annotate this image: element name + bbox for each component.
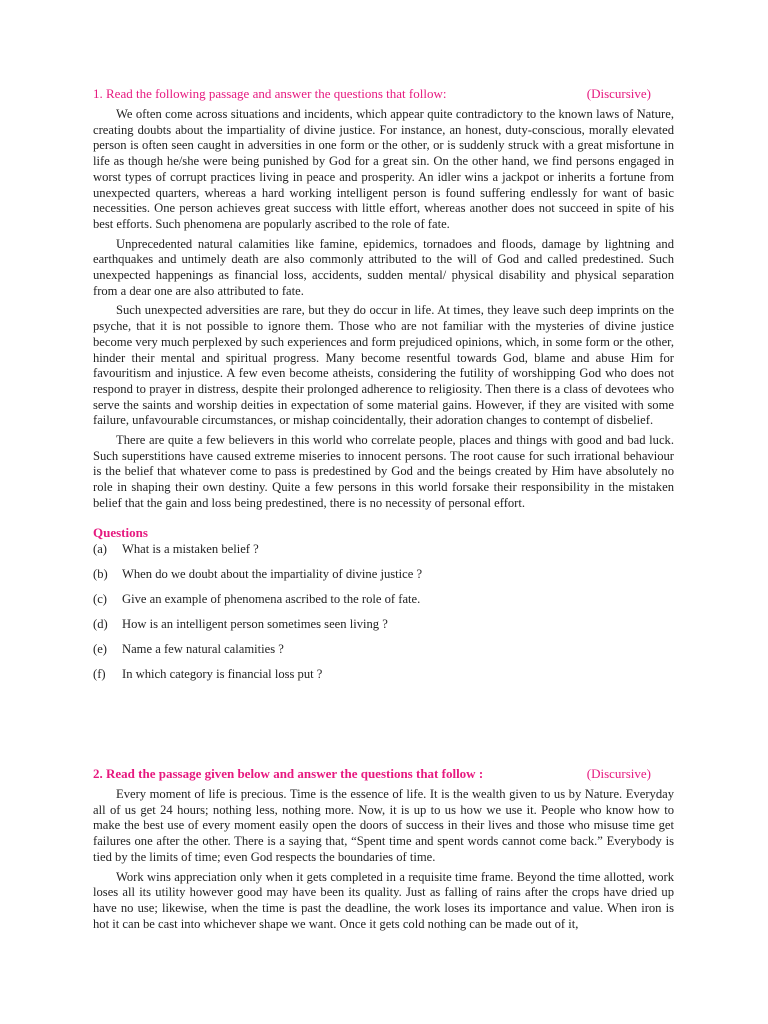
question-item bbox=[93, 616, 674, 641]
passage-1-paragraph: Unprecedented natural calamities like famine, epidemics, tornadoes and floods, damage by lightning and earthquakes and untimely death are also commonly attributed to the will of God and called predestined. Such unexpected happenings as financial loss, accidents, sudden mental/ physical disability and physical separation from a dear one are also attributed to fate. bbox=[93, 236, 674, 298]
passage-2-paragraph: Every moment of life is precious. Time is the essence of life. It is the wealth given to us by Nature. Everyday all of us get 24 hours; nothing less, nothing more. Now, it is up to us how we use it. People who know how to make the best use of every moment easily open the doors of success in their lives and those who misuse time get failures one after the other. There is a saying that, “Spent time and spent words cannot come back.” Everybody is tied by the limits of time; even God respects the boundaries of time. bbox=[93, 787, 674, 864]
section-2 bbox=[93, 766, 674, 932]
question-text: When do we doubt about the impartiality of divine justice ? bbox=[122, 566, 423, 581]
question-label: (e) bbox=[93, 641, 107, 656]
question-item bbox=[93, 591, 674, 616]
section-2-heading-text: 2. Read the passage given below and answer the questions that follow : bbox=[93, 766, 484, 781]
question-item bbox=[93, 641, 674, 666]
questions-title: Questions bbox=[93, 524, 148, 540]
question-label: (b) bbox=[93, 566, 108, 581]
passage-1-paragraph: There are quite a few believers in this world who correlate people, places and things with good and bad luck. Such superstitions have caused extreme miseries to innocent persons. The root cause for such irrational behaviour is the belief that whatever come to pass is predestined by God and the beings created by Him have absolutely no role in shaping their own destiny. Quite a few persons in this world forsake their responsibility in the mistaken belief that the gain and loss being predestined, there is no necessity of personal effort. bbox=[93, 433, 674, 510]
question-text: Give an example of phenomena ascribed to the role of fate. bbox=[122, 591, 421, 606]
question-item bbox=[93, 566, 674, 591]
section-1-type-tag: (Discursive) bbox=[586, 86, 651, 101]
passage-1-paragraph: We often come across situations and incidents, which appear quite contradictory to the known laws of Nature, creating doubts about the impartiality of divine justice. For instance, an honest, duty-conscious, morally elevated person is often seen caught in adversities in one form or the other, or is suddenly struck with a great misfortune in life as though he/she were being punished by God for a great sin. On the other hand, we find persons engaged in worst types of corrupt practices living in peace and prosperity. An idler wins a jackpot or inherits a fortune from unexpected quarters, whereas a hard working intelligent person is found suffering endlessly for want of basic necessities. One person achieves great success with little effort, whereas another does not succeed in spite of his best efforts. Such phenomena are popularly ascribed to the role of fate. bbox=[93, 107, 674, 231]
passage-1-paragraph: Such unexpected adversities are rare, but they do occur in life. At times, they leave such deep imprints on the psyche, that it is not possible to ignore them. Those who are not familiar with the mysteries of divine justice become very much perplexed by such experiences and form prejudiced opinions, which, in some form or the other, hinder their mental and spiritual progress. Many become resentful towards God, blame and abuse Him for favouritism and injustice. A few even become atheists, considering the futility of worshipping God who does not respond to prayer in distress, despite their prolonged adherence to religiosity. Then there is a class of devotees who serve the saints and worship deities in expectation of some material gains. However, if they are visited with some failure, unfavourable circumstances, or mishap coincidentally, their adoration changes to contempt of disbelief. bbox=[93, 303, 674, 428]
question-label: (f) bbox=[93, 666, 106, 681]
question-text: In which category is financial loss put ? bbox=[122, 666, 323, 681]
section-2-type-tag: (Discursive) bbox=[586, 766, 651, 781]
question-label: (c) bbox=[93, 591, 107, 606]
questions-list bbox=[93, 541, 674, 691]
question-text: How is an intelligent person sometimes seen living ? bbox=[122, 616, 388, 631]
section-1 bbox=[93, 86, 674, 691]
section-1-heading bbox=[93, 86, 674, 102]
section-2-heading bbox=[93, 766, 674, 782]
question-item bbox=[93, 666, 674, 691]
question-label: (a) bbox=[93, 541, 107, 556]
passage-2-paragraph: Work wins appreciation only when it gets completed in a requisite time frame. Beyond the time allotted, work loses all its utility however good may have been its quality. Just as falling of rains after the crops have dried up have no use; likewise, when the time is past the deadline, the work loses its importance and value. When iron is hot it can be cast into whichever shape we want. Once it gets cold nothing can be made out of it, bbox=[93, 869, 674, 931]
question-label: (d) bbox=[93, 616, 108, 631]
question-text: Name a few natural calamities ? bbox=[122, 641, 284, 656]
question-text: What is a mistaken belief ? bbox=[122, 541, 259, 556]
question-item bbox=[93, 541, 674, 566]
section-1-heading-text: 1. Read the following passage and answer the questions that follow: bbox=[93, 86, 447, 101]
